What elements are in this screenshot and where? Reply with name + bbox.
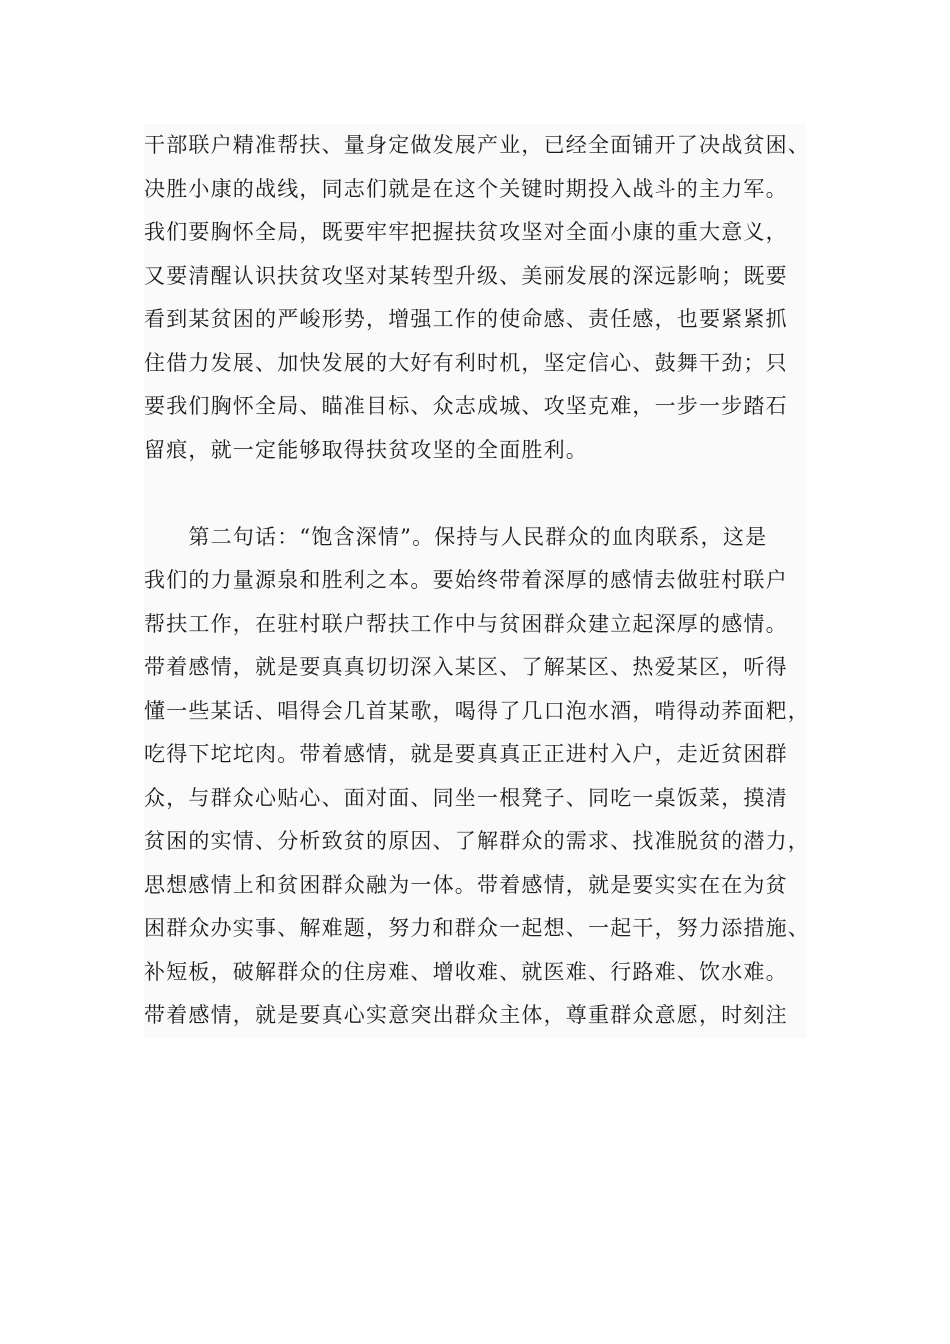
text-line: 思想感情上和贫困群众融为一体。带着感情，就是要实实在在为贫 <box>144 872 788 897</box>
text-line: 干部联户精准帮扶、量身定做发展产业，已经全面铺开了决战贫困、 <box>144 133 810 157</box>
text-line: 留痕，就一定能够取得扶贫攻坚的全面胜利。 <box>144 437 588 462</box>
text-line: 我们的力量源泉和胜利之本。要始终带着深厚的感情去做驻村联户 <box>144 568 788 592</box>
text-line: 我们要胸怀全局，既要牢牢把握扶贫攻坚对全面小康的重大意义， <box>144 220 788 244</box>
text-line: 第二句话：“饱含深情”。保持与人民群众的血肉联系，这是 <box>144 524 768 549</box>
text-line: 懂一些某话、唱得会几首某歌，喝得了几口泡水酒，啃得动荞面粑， <box>144 698 810 723</box>
text-line: 帮扶工作，在驻村联户帮扶工作中与贫困群众建立起深厚的感情。 <box>144 611 788 636</box>
text-line: 住借力发展、加快发展的大好有利时机，坚定信心、鼓舞干劲；只 <box>144 350 788 375</box>
text-line: 困群众办实事、解难题，努力和群众一起想、一起干，努力添措施、 <box>144 916 810 940</box>
text-line: 决胜小康的战线，同志们就是在这个关键时期投入战斗的主力军。 <box>144 176 788 201</box>
paragraph-1 <box>144 124 810 472</box>
text-line: 贫困的实情、分析致贫的原因、了解群众的需求、找准脱贫的潜力， <box>144 829 810 853</box>
text-line: 带着感情，就是要真心实意突出群众主体，尊重群众意愿，时刻注 <box>144 1003 788 1027</box>
paragraph-2 <box>144 516 810 1038</box>
text-line: 要我们胸怀全局、瞄准目标、众志成城、攻坚克难，一步一步踏石 <box>144 394 788 418</box>
text-line: 又要清醒认识扶贫攻坚对某转型升级、美丽发展的深远影响；既要 <box>144 263 788 288</box>
text-line: 吃得下坨坨肉。带着感情，就是要真真正正进村入户，走近贫困群 <box>144 742 788 766</box>
text-line: 带着感情，就是要真真切切深入某区、了解某区、热爱某区，听得 <box>144 655 788 679</box>
document-body <box>144 124 810 1038</box>
paragraph-gap <box>144 472 806 516</box>
text-line: 看到某贫困的严峻形势，增强工作的使命感、责任感，也要紧紧抓 <box>144 307 788 331</box>
text-line: 补短板，破解群众的住房难、增收难、就医难、行路难、饮水难。 <box>144 959 788 984</box>
text-line: 众，与群众心贴心、面对面、同坐一根凳子、同吃一桌饭菜，摸清 <box>144 785 788 810</box>
